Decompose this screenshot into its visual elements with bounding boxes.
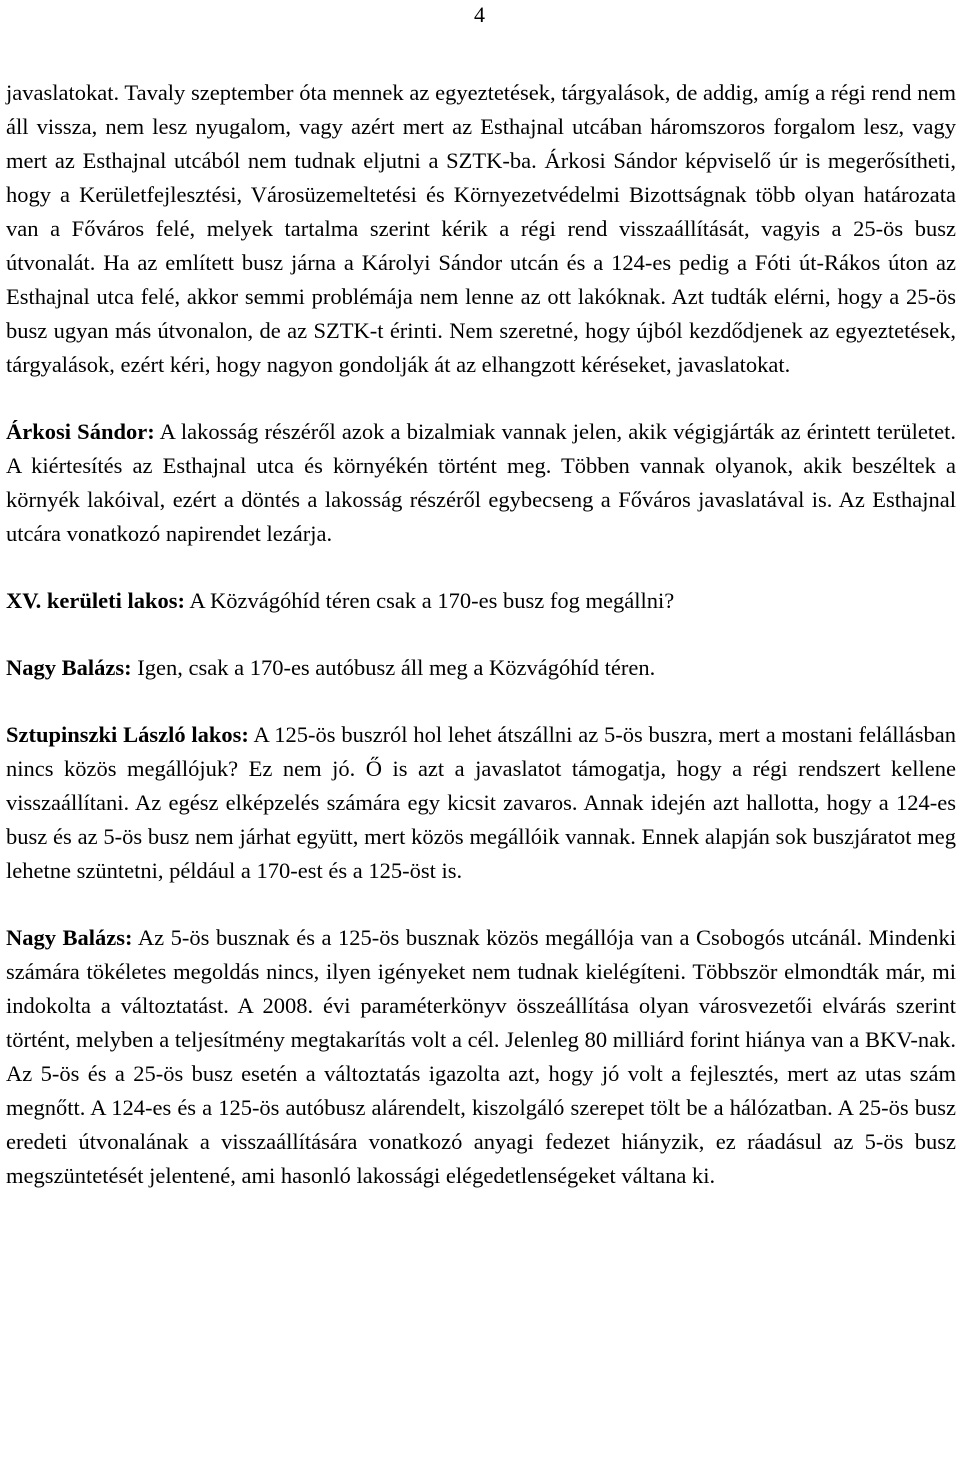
paragraph-text: Igen, csak a 170-es autóbusz áll meg a Közvágóhíd téren. (131, 655, 656, 680)
speaker-name: Sztupinszki László lakos: (6, 722, 249, 747)
paragraph-1 (6, 76, 956, 382)
speaker-name: Árkosi Sándor: (6, 419, 155, 444)
page-number: 4 (474, 2, 485, 27)
paragraph-6 (6, 921, 956, 1193)
document-body (6, 76, 956, 1193)
speaker-name: XV. kerületi lakos: (6, 588, 185, 613)
paragraph-text: A 125-ös buszról hol lehet átszállni az 5-ös buszra, mert a mostani felállásban nincs közös megállójuk? Ez nem jó. Ő is azt a javaslatot támogatja, hogy a régi rendszert kellene visszaállítani. Az egész elképzelés számára egy kicsit zavaros. Annak idején azt hallotta, hogy a 124-es busz és az 5-ös busz nem járhat együtt, mert közös megállóik vannak. Ennek alapján sok buszjáratot meg lehetne szüntetni, például a 170-est és a 125-öst is. (6, 722, 956, 883)
paragraph-5 (6, 718, 956, 888)
paragraph-text: Az 5-ös busznak és a 125-ös busznak közös megállója van a Csobogós utcánál. Mindenki számára tökéletes megoldás nincs, ilyen igényeket nem tudnak kielégíteni. Többször elmondták már, mi indokolta a változtatást. A 2008. évi paraméterkönyv összeállítása olyan városvezetői elvárás szerint történt, melyben a teljesítmény megtakarítás volt a cél. Jelenleg 80 milliárd forint hiánya van a BKV-nak. Az 5-ös és a 25-ös busz esetén a változtatás igazolta azt, hogy jó volt a fejlesztés, mert az utas szám megnőtt. A 124-es és a 125-ös autóbusz alárendelt, kiszolgáló szerepet tölt be a hálózatban. A 25-ös busz eredeti útvonalának a visszaállítására vonatkozó anyagi fedezet hiányzik, ez ráadásul az 5-ös busz megszüntetését jelentené, ami hasonló lakossági elégedetlenségeket váltana ki. (6, 925, 956, 1188)
speaker-name: Nagy Balázs: (6, 925, 133, 950)
paragraph-2 (6, 415, 956, 551)
paragraph-text: A Közvágóhíd téren csak a 170-es busz fog megállni? (184, 588, 675, 613)
paragraph-3 (6, 584, 956, 618)
paragraph-text: javaslatokat. Tavaly szeptember óta mennek az egyeztetések, tárgyalások, de addig, amíg a régi rend nem áll vissza, nem lesz nyugalom, vagy azért mert az Esthajnal utcában háromszoros forgalom lesz, vagy mert az Esthajnal utcából nem tudnak eljutni a SZTK-ba. Árkosi Sándor képviselő úr is megerősítheti, hogy a Kerületfejlesztési, Városüzemeltetési és Környezetvédelmi Bizottságnak több olyan határozata van a Főváros felé, melyek tartalma szerint kérik a régi rend visszaállítását, vagyis a 25-ös busz útvonalát. Ha az említett busz járna a Károlyi Sándor utcán és a 124-es pedig a Fóti út-Rákos úton az Esthajnal utca felé, akkor semmi problémája nem lenne az ott lakóknak. Azt tudták elérni, hogy a 25-ös busz ugyan más útvonalon, de az SZTK-t érinti. Nem szeretné, hogy újból kezdődjenek az egyeztetések, tárgyalások, ezért kéri, hogy nagyon gondolják át az elhangzott kéréseket, javaslatokat. (6, 80, 956, 377)
speaker-name: Nagy Balázs: (6, 655, 132, 680)
paragraph-4 (6, 651, 956, 685)
paragraph-text: A lakosság részéről azok a bizalmiak vannak jelen, akik végigjárták az érintett területet. A kiértesítés az Esthajnal utca és környékén történt meg. Többen vannak olyanok, akik beszéltek a környék lakóival, ezért a döntés a lakosság részéről egybecseng a Főváros javaslatával is. Az Esthajnal utcára vonatkozó napirendet lezárja. (6, 419, 956, 546)
